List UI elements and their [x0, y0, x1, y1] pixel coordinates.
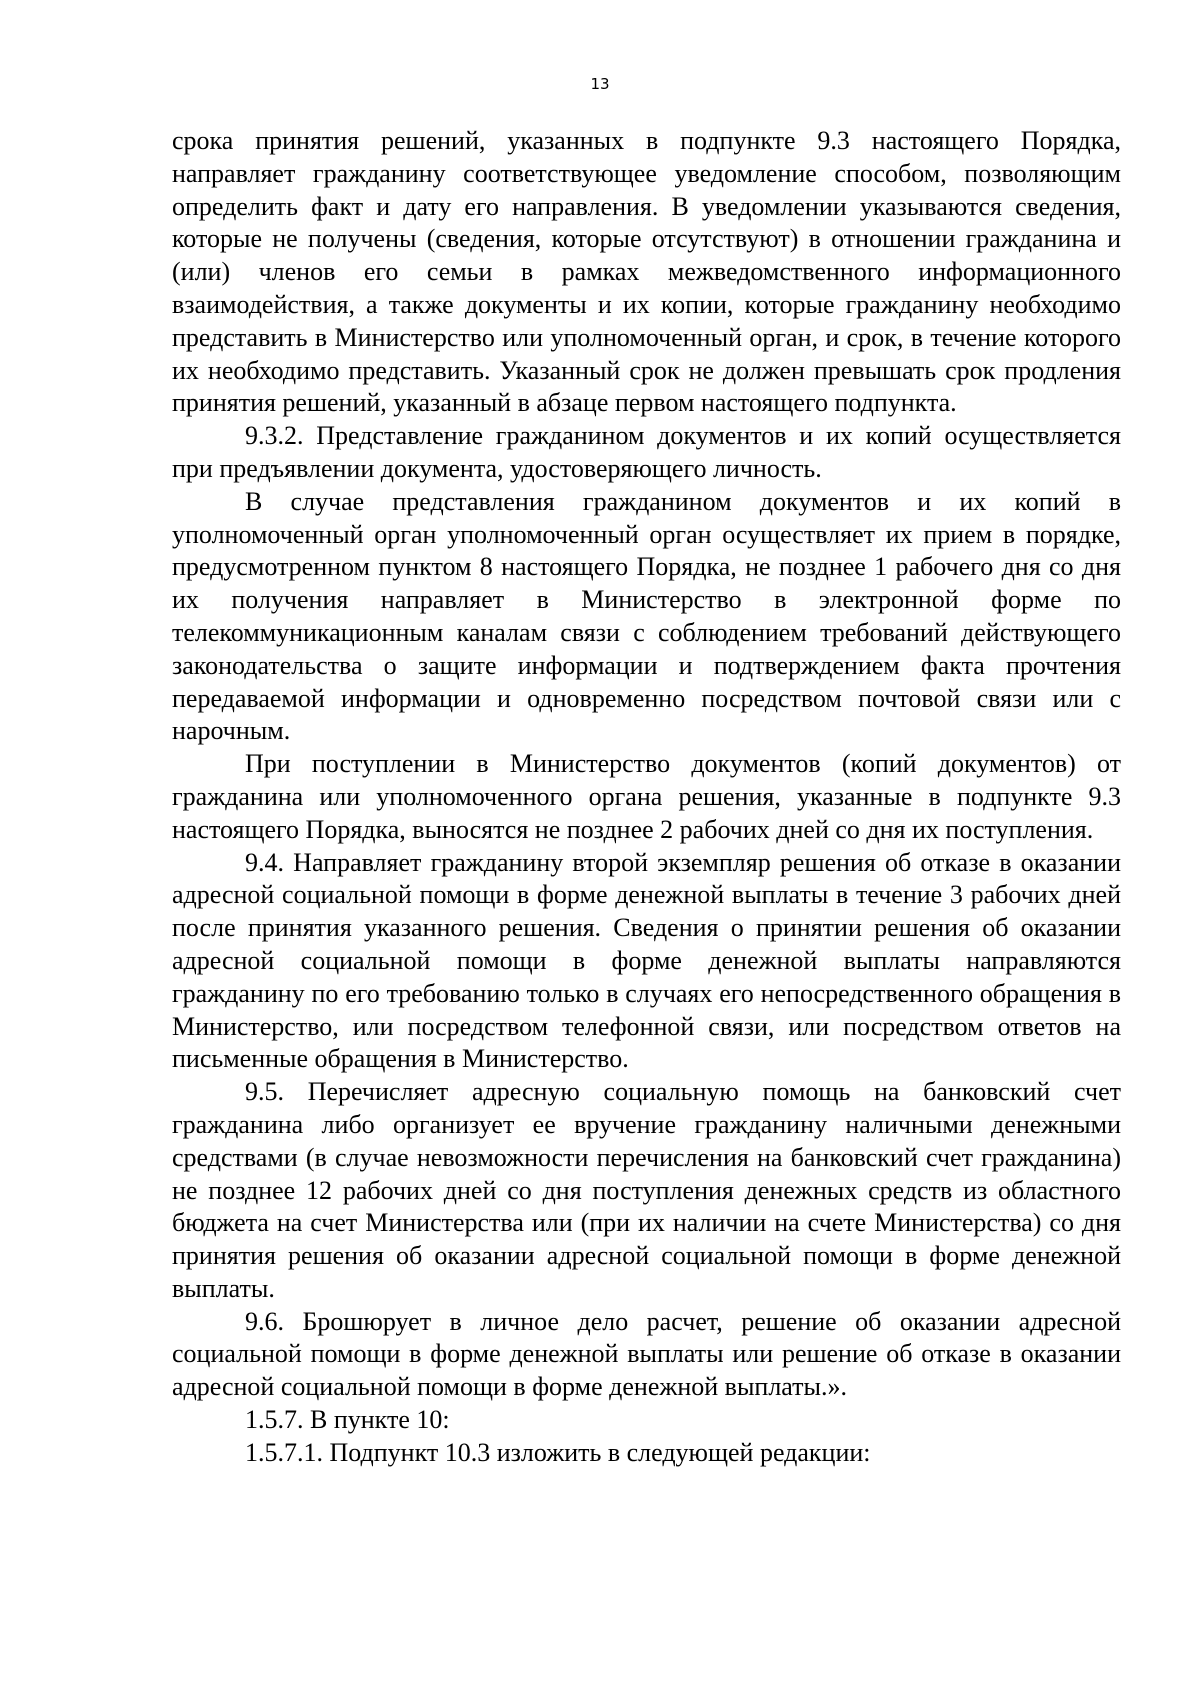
paragraph-9-4: 9.4. Направляет гражданину второй экземпляр решения об отказе в оказании адресной социальной помощи в форме денежной выплаты в течение 3 рабочих дней после принятия указанного решения. Сведения о принятии решения об оказании адресной социальной помощи в форме денежной выплаты направляются гражданину по его требованию только в случаях его непосредственного обращения в Министерство, или посредством телефонной связи, или посредством ответов на письменные обращения в Министерство.: [172, 847, 1121, 1074]
paragraph-1-5-7: 1.5.7. В пункте 10:: [245, 1405, 450, 1435]
page-number: 13: [590, 75, 610, 93]
paragraph-9-6: 9.6. Брошюрует в личное дело расчет, решение об оказании адресной социальной помощи в форме денежной выплаты или решение об отказе в оказании адресной социальной помощи в форме денежной выплаты.».: [172, 1306, 1121, 1402]
paragraph-9-3-2: 9.3.2. Представление гражданином документов и их копий осуществляется при предъявлении документа, удостоверяющего личность.: [172, 421, 1121, 483]
paragraph-continuation: срока принятия решений, указанных в подпункте 9.3 настоящего Порядка, направляет гражданину соответствующее уведомление способом, позволяющим определить факт и дату его направления. В уведомлении указываются сведения, которые не получены (сведения, которые отсутствуют) в отношении гражданина и (или) членов его семьи в рамках межведомственного информационного взаимодействия, а также документы и их копии, которые гражданину необходимо представить в Министерство или уполномоченный орган, и срок, в течение которого их необходимо представить. Указанный срок не должен превышать срок продления принятия решений, указанный в абзаце первом настоящего подпункта.: [172, 126, 1121, 418]
paragraph-9-5: 9.5. Перечисляет адресную социальную помощь на банковский счет гражданина либо организует ее вручение гражданину наличными денежными средствами (в случае невозможности перечисления на банковский счет гражданина) не позднее 12 рабочих дней со дня поступления денежных средств из областного бюджета на счет Министерства или (при их наличии на счете Министерства) со дня принятия решения об оказании адресной социальной помощи в форме денежной выплаты.: [172, 1077, 1121, 1303]
paragraph-1-5-7-1: 1.5.7.1. Подпункт 10.3 изложить в следующей редакции:: [245, 1437, 871, 1467]
paragraph-ministry-receipt: При поступлении в Министерство документов (копий документов) от гражданина или уполномоченного органа решения, указанные в подпункте 9.3 настоящего Порядка, выносятся не позднее 2 рабочих дней со дня их поступления.: [172, 749, 1121, 844]
paragraph-authorized-body-submission: В случае представления гражданином документов и их копий в уполномоченный орган уполномоченный орган осуществляет их прием в порядке, предусмотренном пунктом 8 настоящего Порядка, не позднее 1 рабочего дня со дня их получения направляет в Министерство в электронной форме по телекоммуникационным каналам связи с соблюдением требований действующего законодательства о защите информации и подтверждением факта прочтения передаваемой информации и одновременно посредством почтовой связи или с нарочным.: [172, 486, 1121, 746]
document-body: [172, 125, 1121, 1470]
